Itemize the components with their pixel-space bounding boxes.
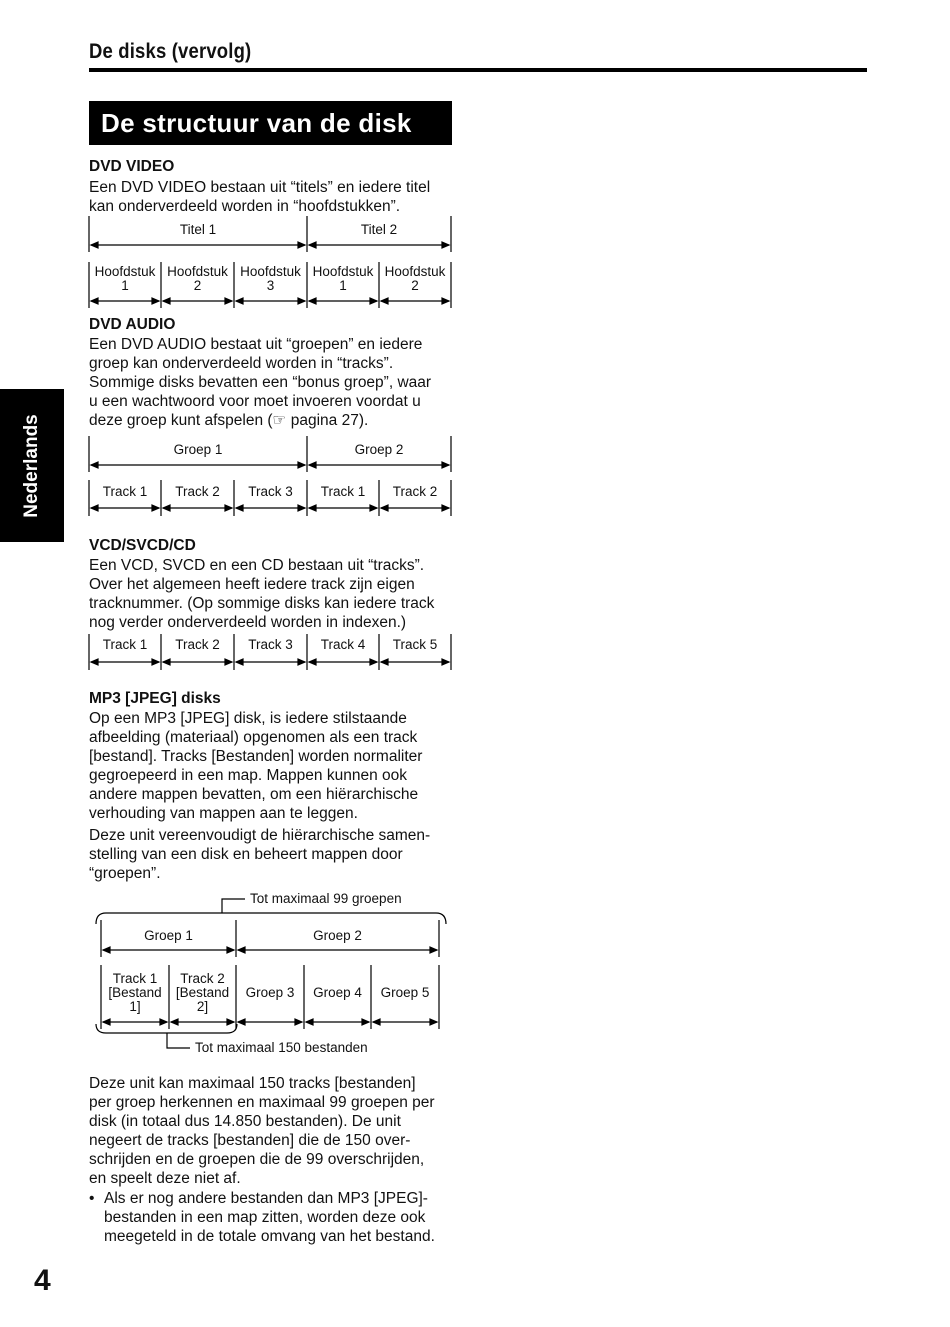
- language-side-tab-label: Nederlands: [21, 413, 42, 518]
- text-line: disk (in totaal dus 14.850 bestanden). De unit: [89, 1113, 401, 1130]
- title-label: Titel 1: [179, 222, 217, 237]
- chapter-number: 1: [339, 278, 347, 293]
- file-cell: [101, 972, 169, 1014]
- text-line: per groep herkennen en maximaal 99 groepen per: [89, 1094, 435, 1111]
- text-line: kan onderverdeeld worden in “hoofdstukken”.: [89, 198, 401, 215]
- mp3-heading: MP3 [JPEG] disks: [89, 690, 221, 707]
- mp3-structure-diagram: [92, 888, 452, 1060]
- track-label: Track 5: [392, 637, 438, 652]
- text-line: u een wachtwoord voor moet invoeren voordat u: [89, 393, 421, 410]
- dvd-video-structure-diagram: [88, 216, 454, 311]
- text-line: gegroepeerd in een map. Mappen kunnen ook: [89, 767, 407, 784]
- chapter-label: [89, 265, 161, 293]
- group-cell: Groep 5: [380, 985, 430, 1000]
- track-label: Track 3: [248, 637, 293, 652]
- chapter-number: 2: [411, 278, 419, 293]
- dvd-audio-heading: DVD AUDIO: [89, 316, 176, 333]
- header-rule: [89, 68, 867, 72]
- group-label: Groep 2: [354, 442, 404, 457]
- text-line: [bestand]. Tracks [Bestanden] worden normaliter: [89, 748, 423, 765]
- text-line: stelling van een disk en beheert mappen door: [89, 846, 403, 863]
- mp3-text-1: [89, 709, 464, 823]
- chapter-label: [161, 265, 234, 293]
- cell-line: [Bestand: [175, 985, 230, 1000]
- cell-line: 1]: [129, 999, 141, 1014]
- vcd-structure-diagram: [88, 632, 454, 672]
- text-line: negeert de tracks [bestanden] die de 150 over-: [89, 1132, 411, 1149]
- cell-line: 2]: [196, 999, 209, 1014]
- chapter-name: Hoofdstuk: [167, 264, 228, 279]
- chapter-name: Hoofdstuk: [94, 264, 156, 279]
- text-line: “groepen”.: [89, 865, 161, 882]
- chapter-number: 2: [193, 278, 202, 293]
- text-line: Een DVD AUDIO bestaat uit “groepen” en iedere: [89, 336, 423, 353]
- text-line: afbeelding (materiaal) opgenomen als een track: [89, 729, 418, 746]
- text-line: meegeteld in de totale omvang van het bestand.: [104, 1228, 435, 1245]
- group-cell: Groep 3: [245, 985, 295, 1000]
- mp3-text-2: [89, 826, 464, 883]
- dvd-video-text: [89, 178, 459, 216]
- text-line: Deze unit kan maximaal 150 tracks [bestanden]: [89, 1075, 416, 1092]
- section-title: De structuur van de disk: [89, 101, 452, 145]
- chapter-label: [234, 265, 307, 293]
- track-label: Track 1: [102, 637, 148, 652]
- text-line: Een VCD, SVCD en een CD bestaan uit “tracks”.: [89, 557, 425, 574]
- chapter-label: [307, 265, 379, 293]
- chapter-name: Hoofdstuk: [240, 264, 301, 279]
- group-label: Groep 2: [313, 928, 362, 943]
- group-cell: Groep 4: [313, 985, 362, 1000]
- text-line: groep kan onderverdeeld worden in “tracks”.: [89, 355, 394, 372]
- dvd-video-heading: DVD VIDEO: [89, 158, 175, 175]
- cell-line: Track 2: [180, 971, 225, 986]
- text-line: deze groep kunt afspelen (☞ pagina 27).: [89, 412, 369, 429]
- file-cell: [169, 972, 236, 1014]
- text-line: Over het algemeen heeft iedere track zijn eigen: [89, 576, 415, 593]
- vcd-heading: VCD/SVCD/CD: [89, 537, 196, 554]
- cell-line: Track 1: [112, 971, 158, 986]
- cell-line: [Bestand: [108, 985, 162, 1000]
- group-label: Groep 1: [173, 442, 223, 457]
- mp3-bullet-text: [104, 1189, 464, 1246]
- text-line: nog verder onderverdeeld worden in indexen.): [89, 614, 407, 631]
- dvd-audio-text: [89, 335, 464, 430]
- track-label: Track 1: [102, 484, 148, 499]
- text-line: Op een MP3 [JPEG] disk, is iedere stilstaande: [89, 710, 407, 727]
- group-label: Groep 1: [144, 928, 193, 943]
- vcd-text: [89, 556, 464, 632]
- track-label: Track 2: [175, 484, 220, 499]
- text-line: bestanden in een map zitten, worden deze ook: [104, 1209, 426, 1226]
- chapter-name: Hoofdstuk: [384, 264, 446, 279]
- track-label: Track 3: [248, 484, 293, 499]
- text-line: Sommige disks bevatten een “bonus groep”, waar: [89, 374, 432, 391]
- track-label: Track 2: [392, 484, 438, 499]
- mp3-text-3: [89, 1074, 464, 1188]
- text-line: andere mappen bevatten, om een hiërarchische: [89, 786, 419, 803]
- dvd-audio-structure-diagram: [88, 436, 454, 518]
- bullet-mark: •: [89, 1190, 95, 1207]
- text-line: Als er nog andere bestanden dan MP3 [JPEG]-: [104, 1190, 428, 1207]
- max-files-note: Tot maximaal 150 bestanden: [195, 1040, 368, 1055]
- page-number: 4: [34, 1264, 51, 1297]
- page-header-title: De disks (vervolg): [89, 40, 252, 63]
- text-line: schrijden en de groepen die de 99 overschrijden,: [89, 1151, 425, 1168]
- chapter-label: [379, 265, 451, 293]
- language-side-tab: [0, 389, 64, 542]
- track-label: Track 4: [320, 637, 366, 652]
- max-groups-note: Tot maximaal 99 groepen: [250, 891, 402, 906]
- text-line: en speelt deze niet af.: [89, 1170, 241, 1187]
- text-line: Deze unit vereenvoudigt de hiërarchische samen-: [89, 827, 431, 844]
- title-label: Titel 2: [360, 222, 398, 237]
- text-line: verhouding van mappen aan te leggen.: [89, 805, 358, 822]
- text-line: Een DVD VIDEO bestaan uit “titels” en iedere titel: [89, 179, 431, 196]
- chapter-name: Hoofdstuk: [312, 264, 374, 279]
- chapter-number: 1: [121, 278, 129, 293]
- track-label: Track 1: [320, 484, 366, 499]
- track-label: Track 2: [175, 637, 220, 652]
- chapter-number: 3: [266, 278, 275, 293]
- text-line: tracknummer. (Op sommige disks kan iedere track: [89, 595, 435, 612]
